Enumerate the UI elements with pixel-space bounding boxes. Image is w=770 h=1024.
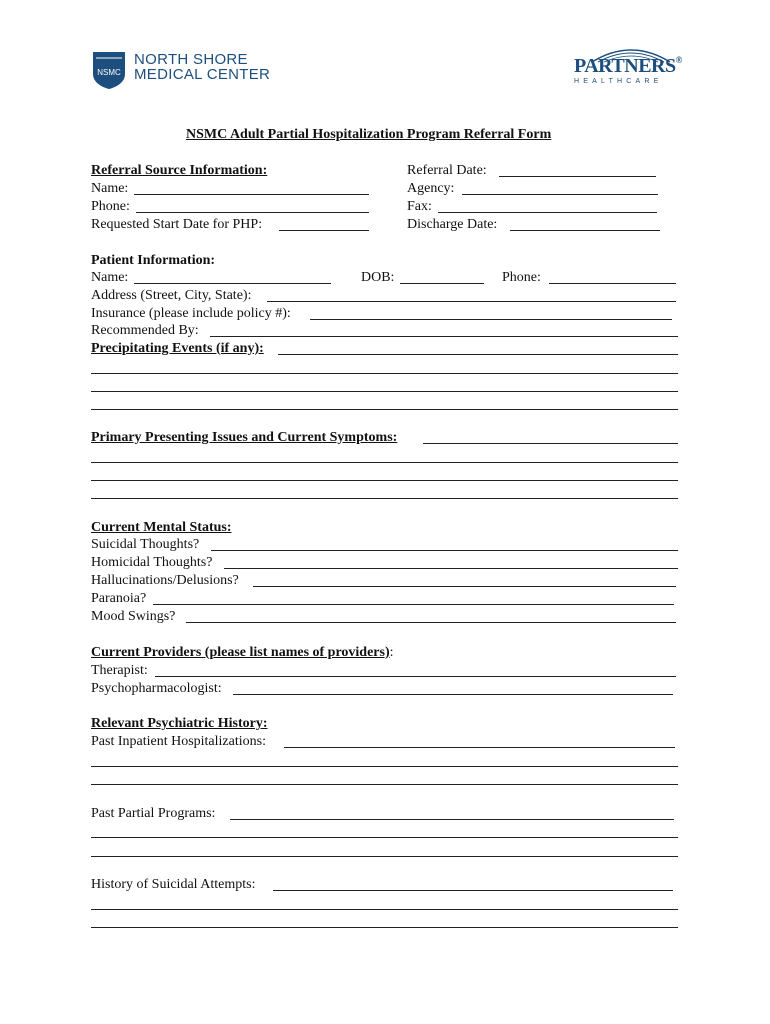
partial-programs-line-2[interactable] [91,837,678,838]
patient-name-field[interactable] [134,283,331,284]
inpatient-line-3[interactable] [91,784,678,785]
start-date-label: Requested Start Date for PHP: [91,217,263,232]
primary-issues-line-4[interactable] [91,498,678,499]
referral-phone-label: Phone: [91,199,130,214]
nsmc-shield-text: NSMC [97,68,121,77]
form-title: NSMC Adult Partial Hospitalization Program Referral Form [186,127,552,142]
suicidal-attempts-field[interactable] [273,890,673,891]
partial-programs-field[interactable] [230,819,674,820]
recommended-by-field[interactable] [210,336,678,337]
paranoia-field[interactable] [153,604,674,605]
precipitating-line-3[interactable] [91,391,678,392]
precipitating-label: Precipitating Events (if any): [91,341,264,356]
providers-heading [91,645,394,661]
nsmc-logo-line1: NORTH SHORE [134,51,248,68]
referral-phone-field[interactable] [136,212,369,213]
partial-programs-label: Past Partial Programs: [91,806,216,821]
psychopharm-field[interactable] [233,694,673,695]
paranoia-label: Paranoia? [91,591,147,606]
referral-name-field[interactable] [134,194,369,195]
discharge-date-label: Discharge Date: [407,217,498,232]
hallucinations-field[interactable] [253,586,676,587]
primary-issues-label: Primary Presenting Issues and Current Symptoms: [91,430,398,445]
precipitating-line-2[interactable] [91,373,678,374]
fax-field[interactable] [438,212,657,213]
homicidal-field[interactable] [224,568,678,569]
mood-swings-label: Mood Swings? [91,609,176,624]
suicidal-field[interactable] [211,550,678,551]
referral-date-field[interactable] [499,176,656,177]
partial-programs-line-3[interactable] [91,856,678,857]
suicidal-attempts-line-3[interactable] [91,927,678,928]
referral-date-label: Referral Date: [407,163,487,178]
homicidal-label: Homicidal Thoughts? [91,555,213,570]
primary-issues-field[interactable] [423,443,678,444]
nsmc-logo-line2: MEDICAL CENTER [134,66,271,83]
insurance-label: Insurance (please include policy #): [91,306,291,321]
providers-heading-text: Current Providers (please list names of providers) [91,645,390,660]
patient-phone-label: Phone: [502,270,541,285]
inpatient-field[interactable] [284,747,675,748]
therapist-label: Therapist: [91,663,148,678]
referral-name-label: Name: [91,181,129,196]
discharge-date-field[interactable] [510,230,660,231]
agency-field[interactable] [462,194,658,195]
suicidal-attempts-label: History of Suicidal Attempts: [91,877,256,892]
dob-label: DOB: [361,270,395,285]
patient-phone-field[interactable] [549,283,676,284]
precipitating-field[interactable] [278,354,678,355]
insurance-field[interactable] [310,319,672,320]
suicidal-attempts-line-2[interactable] [91,909,678,910]
psychopharm-label: Psychopharmacologist: [91,681,222,696]
providers-heading-colon: : [389,645,394,660]
address-label: Address (Street, City, State): [91,288,252,303]
agency-label: Agency: [407,181,455,196]
recommended-by-label: Recommended By: [91,323,199,338]
precipitating-line-4[interactable] [91,409,678,410]
suicidal-label: Suicidal Thoughts? [91,537,200,552]
therapist-field[interactable] [155,676,676,677]
history-heading: Relevant Psychiatric History: [91,716,268,731]
fax-label: Fax: [407,199,432,214]
start-date-field[interactable] [279,230,369,231]
primary-issues-line-3[interactable] [91,480,678,481]
nsmc-shield-icon [91,50,127,90]
referral-source-heading: Referral Source Information: [91,163,268,178]
inpatient-label: Past Inpatient Hospitalizations: [91,734,266,749]
partners-logo-sub: HEALTHCARE [574,78,663,85]
partners-logo-word: PARTNERS® [574,55,682,77]
primary-issues-line-2[interactable] [91,462,678,463]
address-field[interactable] [267,301,676,302]
dob-field[interactable] [400,283,484,284]
mood-swings-field[interactable] [186,622,676,623]
hallucinations-label: Hallucinations/Delusions? [91,573,239,588]
inpatient-line-2[interactable] [91,766,678,767]
patient-info-heading: Patient Information: [91,253,216,268]
mental-status-heading: Current Mental Status: [91,520,232,535]
patient-name-label: Name: [91,270,129,285]
